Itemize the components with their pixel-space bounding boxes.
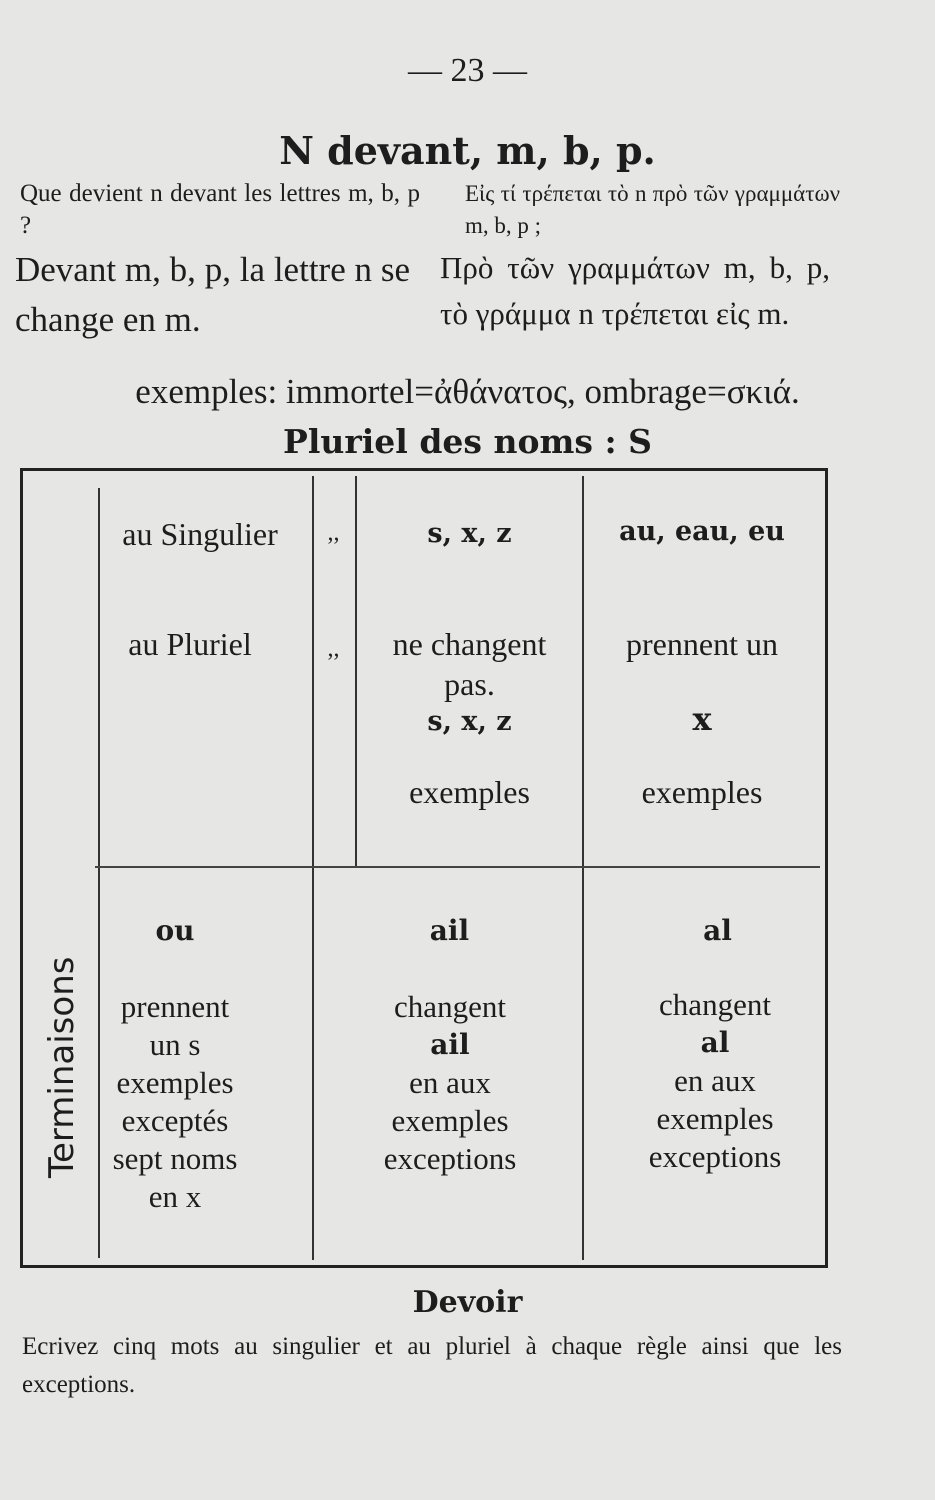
al-heading: al xyxy=(703,914,732,947)
answer-greek: Πρὸ τῶν γραμμάτων m, b, p, τὸ γράμμα n τρέπεται εἰς m. xyxy=(440,250,830,331)
ou-line: en x xyxy=(148,1179,202,1214)
page-number: — 23 — xyxy=(408,52,527,89)
ail-line: exceptions xyxy=(383,1141,517,1176)
question-greek: Εἰς τί τρέπεται τὸ n πρὸ τῶν γραμμάτων m, b, p ; xyxy=(465,181,840,238)
al-line: changent xyxy=(659,987,771,1022)
pluriel-au-letter: x xyxy=(692,700,712,738)
ail-line: exemples xyxy=(391,1103,509,1138)
al-line: exemples xyxy=(656,1101,774,1136)
plural-title: Pluriel des noms : S xyxy=(283,422,652,461)
row-singulier-label: au Singulier xyxy=(122,516,278,552)
ou-line: un s xyxy=(149,1027,201,1062)
answer-french: Devant m, b, p, la lettre n se change en m. xyxy=(15,250,410,339)
ail-rules xyxy=(340,988,560,1178)
pluriel-au-examples: exemples xyxy=(641,774,763,810)
ail-line: en aux xyxy=(409,1065,491,1100)
ou-heading: ou xyxy=(155,914,195,947)
examples-line: exemples: immortel=ἀθάνατος, ombrage=σκιά. xyxy=(135,372,800,411)
row-pluriel-label: au Pluriel xyxy=(128,626,252,662)
devoir-text: Ecrivez cinq mots au singulier et au pluriel à chaque règle ainsi que les exceptions. xyxy=(22,1333,842,1398)
divider xyxy=(582,868,584,1260)
divider xyxy=(312,868,314,1260)
pluriel-sxz-text: pas. xyxy=(444,666,495,702)
ail-line: ail xyxy=(430,1028,470,1061)
pluriel-au-text: prennent un xyxy=(626,626,778,662)
ou-rules xyxy=(95,988,255,1216)
ditto-mark: ,, xyxy=(327,520,340,546)
question-french: Que devient n devant les lettres m, b, p ? xyxy=(20,180,420,239)
ail-line: changent xyxy=(394,989,506,1024)
terminations-table xyxy=(20,468,828,1268)
ou-line: sept noms xyxy=(112,1141,238,1176)
divider xyxy=(95,866,820,868)
ditto-mark: ,, xyxy=(327,636,340,662)
section-title: N devant, m, b, p. xyxy=(279,128,656,173)
pluriel-sxz-letters: s, x, z xyxy=(427,706,512,737)
ail-heading: ail xyxy=(429,914,470,947)
pluriel-sxz-examples: exemples xyxy=(409,774,530,810)
terminaisons-label: Terminaisons xyxy=(42,956,82,1178)
pluriel-sxz-text: ne changent xyxy=(392,626,547,662)
al-rules xyxy=(605,986,825,1176)
ou-line: exemples xyxy=(116,1065,234,1100)
ou-line: prennent xyxy=(120,989,230,1024)
singulier-au-eau-eu: au, eau, eu xyxy=(619,516,785,547)
al-line: en aux xyxy=(674,1063,756,1098)
al-line: exceptions xyxy=(648,1139,782,1174)
singulier-s-x-z: s, x, z xyxy=(427,518,512,549)
devoir-title: Devoir xyxy=(412,1285,523,1320)
al-line: al xyxy=(700,1026,730,1059)
ou-line: exceptés xyxy=(121,1103,229,1138)
